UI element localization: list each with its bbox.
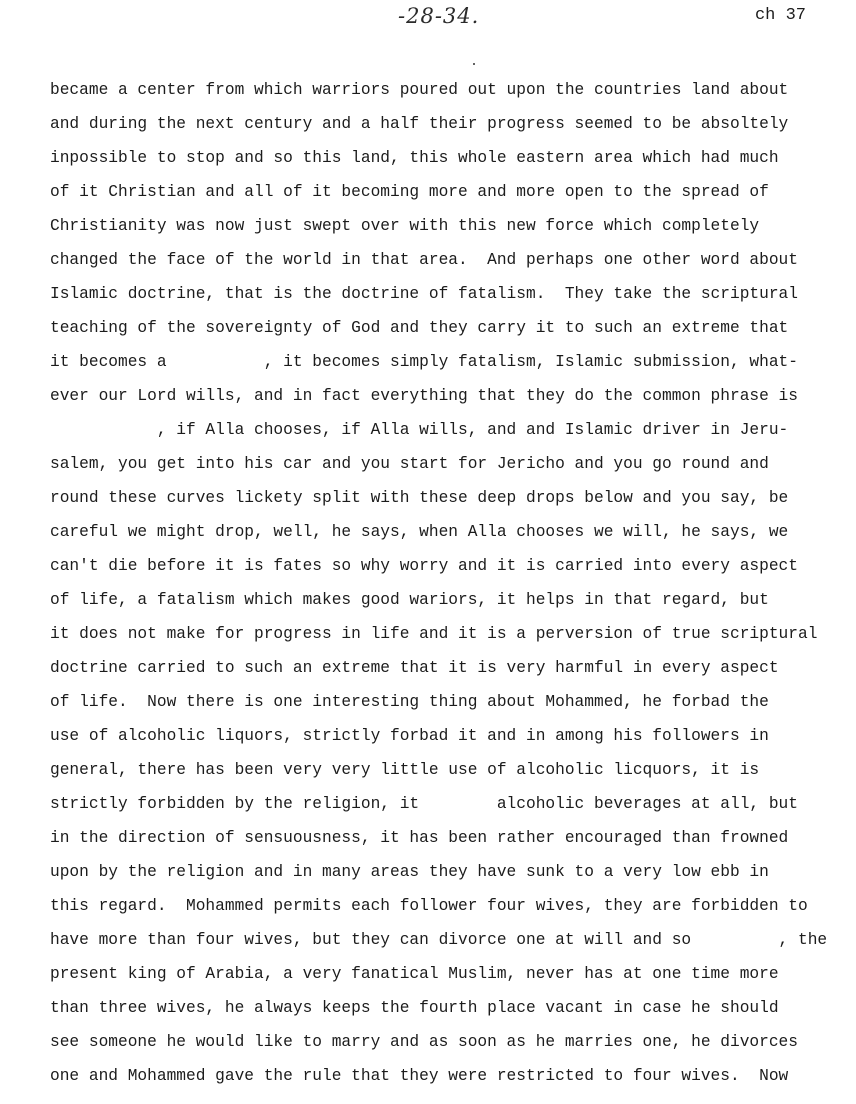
text-line: have more than four wives, but they can divorce one at will and so , the bbox=[50, 931, 828, 949]
text-line: it becomes a , it becomes simply fatalism, Islamic submission, what- bbox=[50, 353, 798, 371]
text-line: salem, you get into his car and you start for Jericho and you go round and bbox=[50, 455, 769, 473]
text-line: changed the face of the world in that area. And perhaps one other word about bbox=[50, 251, 798, 269]
text-line: upon by the religion and in many areas they have sunk to a very low ebb in bbox=[50, 863, 769, 881]
text-line: one and Mohammed gave the rule that they were restricted to four wives. Now bbox=[50, 1067, 789, 1085]
stray-ink-mark bbox=[473, 63, 475, 65]
text-line: careful we might drop, well, he says, when Alla chooses we will, he says, we bbox=[50, 523, 789, 541]
text-line: of life, a fatalism which makes good wariors, it helps in that regard, but bbox=[50, 591, 769, 609]
text-line: became a center from which warriors poured out upon the countries land about bbox=[50, 81, 789, 99]
text-line: teaching of the sovereignty of God and they carry it to such an extreme that bbox=[50, 319, 789, 337]
text-line: Christianity was now just swept over with this new force which completely bbox=[50, 217, 760, 235]
text-line: of life. Now there is one interesting thing about Mohammed, he forbad the bbox=[50, 693, 769, 711]
handwritten-page-number: -28-34. bbox=[398, 4, 480, 28]
text-line: present king of Arabia, a very fanatical Muslim, never has at one time more bbox=[50, 965, 779, 983]
body-text bbox=[50, 73, 856, 1093]
text-line: can't die before it is fates so why worry and it is carried into every aspect bbox=[50, 557, 798, 575]
text-line: it does not make for progress in life and it is a perversion of true scriptural bbox=[50, 625, 818, 643]
typed-page-label: ch 37 bbox=[754, 6, 806, 25]
text-line: inpossible to stop and so this land, this whole eastern area which had much bbox=[50, 149, 779, 167]
text-line: and during the next century and a half their progress seemed to be absoltely bbox=[50, 115, 789, 133]
text-line: Islamic doctrine, that is the doctrine of fatalism. They take the scriptural bbox=[50, 285, 798, 303]
text-line: doctrine carried to such an extreme that it is very harmful in every aspect bbox=[50, 659, 779, 677]
text-line: use of alcoholic liquors, strictly forbad it and in among his followers in bbox=[50, 727, 769, 745]
text-line: general, there has been very very little use of alcoholic licquors, it is bbox=[50, 761, 760, 779]
text-line: round these curves lickety split with these deep drops below and you say, be bbox=[50, 489, 789, 507]
text-line: of it Christian and all of it becoming more and more open to the spread of bbox=[50, 183, 769, 201]
text-line: ever our Lord wills, and in fact everything that they do the common phrase is bbox=[50, 387, 798, 405]
text-line: than three wives, he always keeps the fourth place vacant in case he should bbox=[50, 999, 779, 1017]
text-line: in the direction of sensuousness, it has been rather encouraged than frowned bbox=[50, 829, 789, 847]
text-line: , if Alla chooses, if Alla wills, and and Islamic driver in Jeru- bbox=[50, 421, 789, 439]
text-line: strictly forbidden by the religion, it alcoholic beverages at all, but bbox=[50, 795, 798, 813]
text-line: see someone he would like to marry and as soon as he marries one, he divorces bbox=[50, 1033, 798, 1051]
text-line: this regard. Mohammed permits each follower four wives, they are forbidden to bbox=[50, 897, 808, 915]
